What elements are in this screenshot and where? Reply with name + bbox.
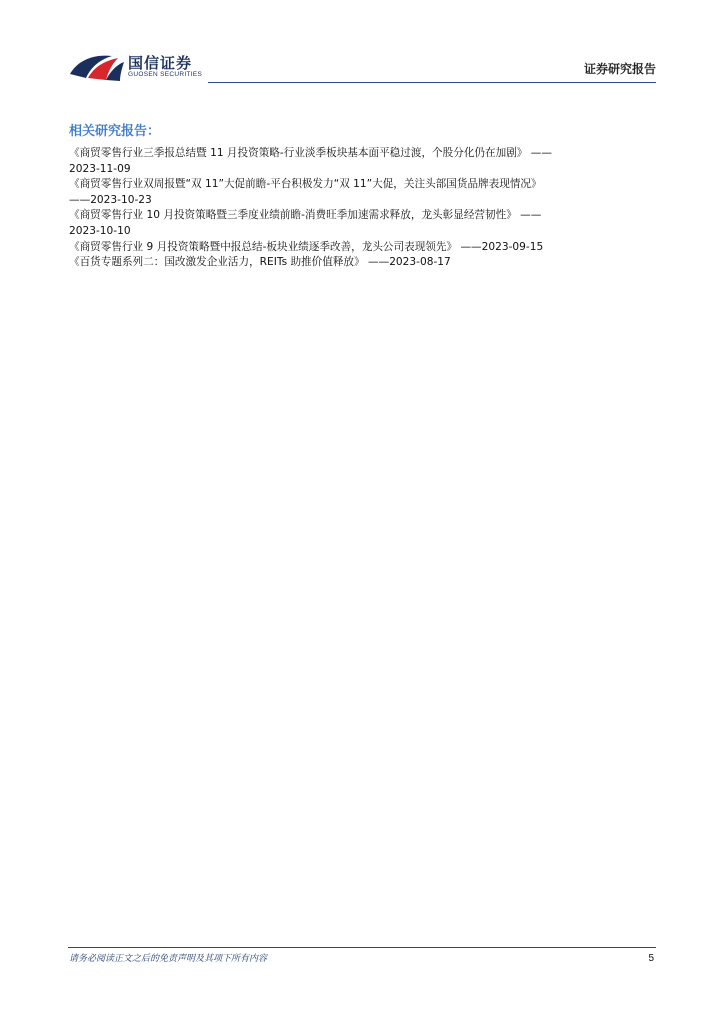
guosen-logo-icon: [68, 50, 126, 82]
report-item-5: [69, 255, 657, 271]
footer-disclaimer: 请务必阅读正文之后的免责声明及其项下所有内容: [69, 954, 268, 964]
brand-name-cn: 国信证券: [128, 54, 193, 72]
report-separator: ——: [69, 193, 91, 206]
report-item-2: [69, 177, 657, 208]
report-title: 《百货专题系列二：国改激发企业活力，REITs 助推价值释放》: [69, 256, 365, 269]
report-title: 《商贸零售行业 10 月投资策略暨三季度业绩前瞻-消费旺季加速需求释放，龙头彰显经营韧性》: [69, 209, 517, 222]
report-separator: ——: [516, 209, 542, 222]
brand-name-en: GUOSEN SECURITIES: [128, 71, 203, 78]
report-title: 《商贸零售行业三季报总结暨 11 月投资策略-行业淡季板块基本面平稳过渡，个股分化仍在加剧》: [69, 147, 528, 159]
report-separator: ——: [364, 256, 390, 269]
report-title: 《商贸零售行业 9 月投资策略暨中报总结-板块业绩逐季改善，龙头公司表现领先》: [69, 240, 458, 253]
report-date: 2023-08-17: [389, 256, 451, 269]
report-date: 2023-10-10: [69, 224, 131, 237]
document-type-label: 证券研究报告: [583, 62, 656, 76]
report-date: 2023-09-15: [481, 240, 544, 253]
footer-divider: [68, 947, 656, 948]
related-reports-list: [69, 146, 657, 271]
related-reports-heading: 相关研究报告：: [69, 124, 161, 139]
report-title: 《商贸零售行业双周报暨“双 11”大促前瞻-平台积极发力“双 11”大促，关注头部国货品牌表现情况》: [69, 178, 542, 191]
report-separator: ——: [457, 240, 482, 253]
report-item-4: [69, 240, 657, 256]
header-divider: [208, 82, 656, 83]
page-header: [68, 48, 656, 88]
brand-logo: [68, 48, 208, 86]
report-date: 2023-11-09: [69, 162, 131, 175]
report-separator: ——: [527, 147, 552, 159]
report-date: 2023-10-23: [90, 193, 152, 206]
page-number: 5: [648, 953, 654, 964]
report-item-1: [69, 146, 657, 177]
report-item-3: [69, 208, 657, 239]
